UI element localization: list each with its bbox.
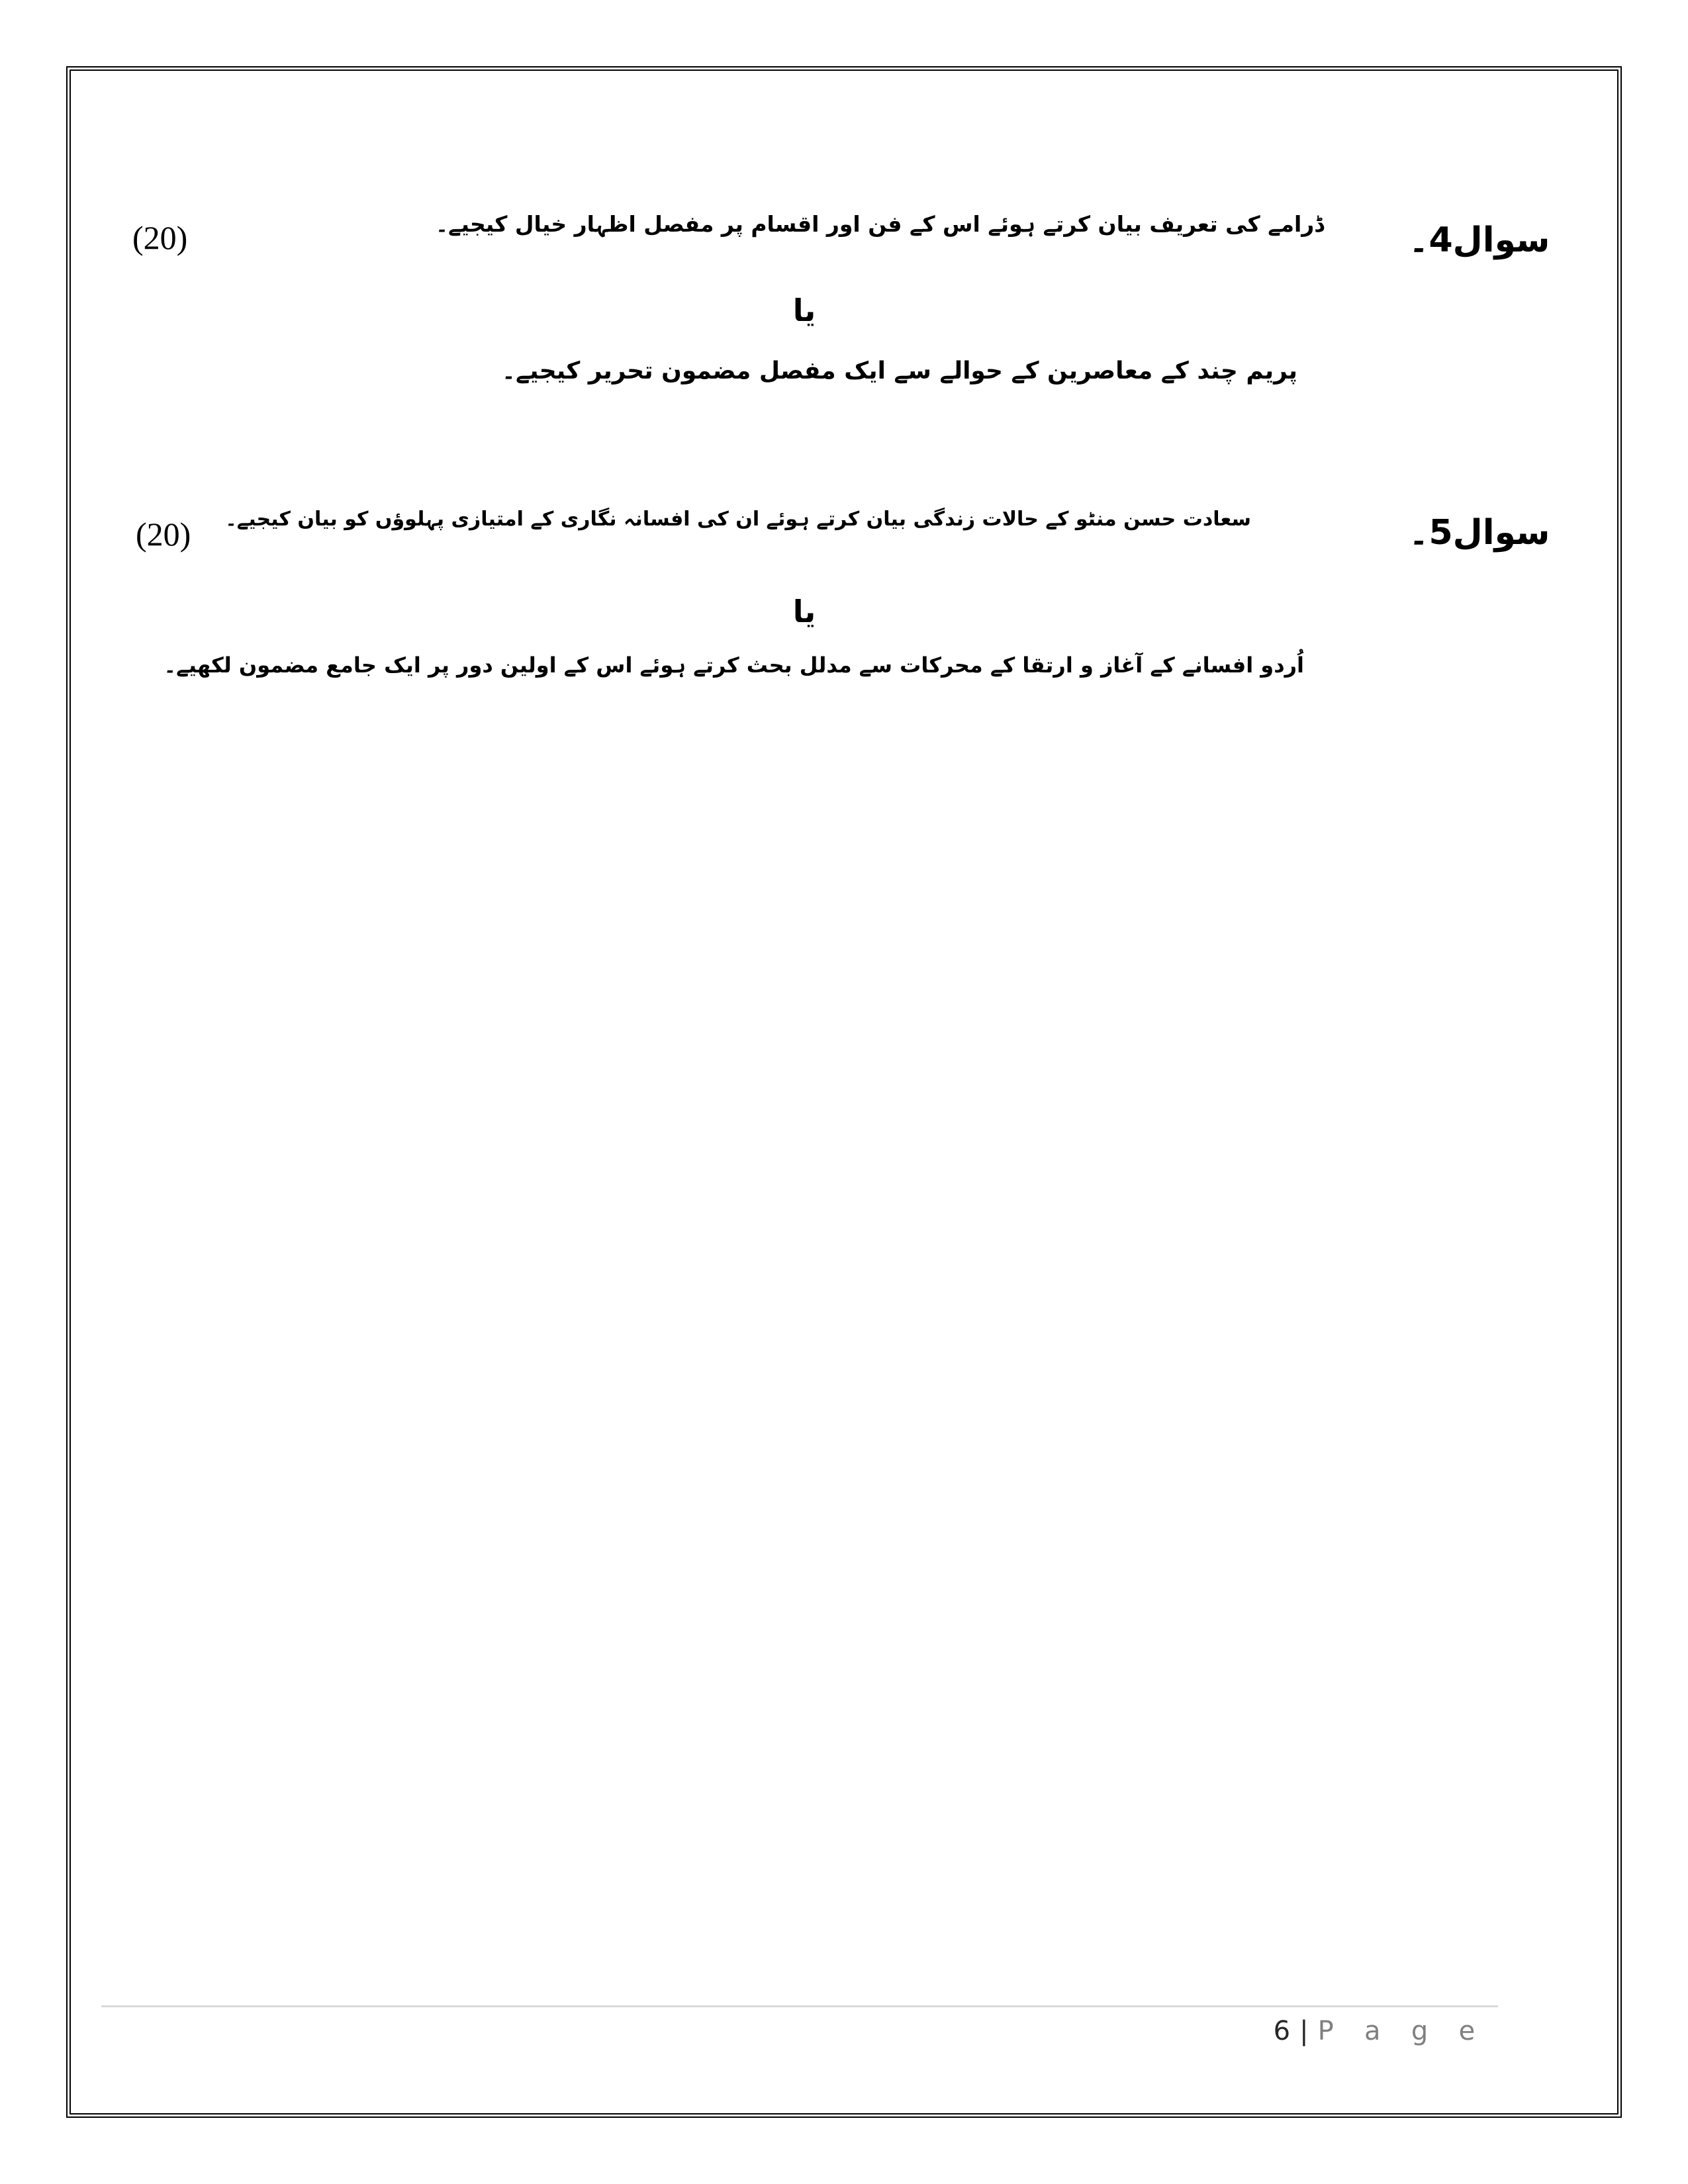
question-5-text: سعادت حسن منٹو کے حالات زندگی بیان کرتے ہوئے ان کی افسانہ نگاری کے امتیازی پہلوؤں کو بیان کیجیے۔ (225, 508, 1251, 531)
footer-separator: | (1299, 2016, 1309, 2046)
question-5-marks: (20) (136, 516, 191, 553)
question-4-label: سوال4۔ (1409, 220, 1550, 260)
question-4-alternative-text: پریم چند کے معاصرین کے حوالے سے ایک مفصل مضمون تحریر کیجیے۔ (501, 357, 1297, 385)
question-4-or-separator: یا (792, 293, 816, 328)
footer-divider (101, 2005, 1498, 2007)
question-4-marks: (20) (132, 219, 188, 256)
page-footer (1274, 2016, 1486, 2046)
question-5-or-separator: یا (792, 594, 816, 629)
question-5-label: سوال5۔ (1409, 513, 1550, 553)
question-4-text: ڈرامے کی تعریف بیان کرتے ہوئے اس کے فن اور اقسام پر مفصل اظہار خیال کیجیے۔ (435, 211, 1324, 237)
page-number: 6 (1273, 2016, 1291, 2046)
footer-page-label: P a g e (1317, 2016, 1486, 2046)
question-5-alternative-text: اُردو افسانے کے آغاز و ارتقا کے محرکات سے مدلل بحث کرتے ہوئے اس کے اولین دور پر ایک جامع مضمون لکھیے۔ (164, 653, 1304, 678)
